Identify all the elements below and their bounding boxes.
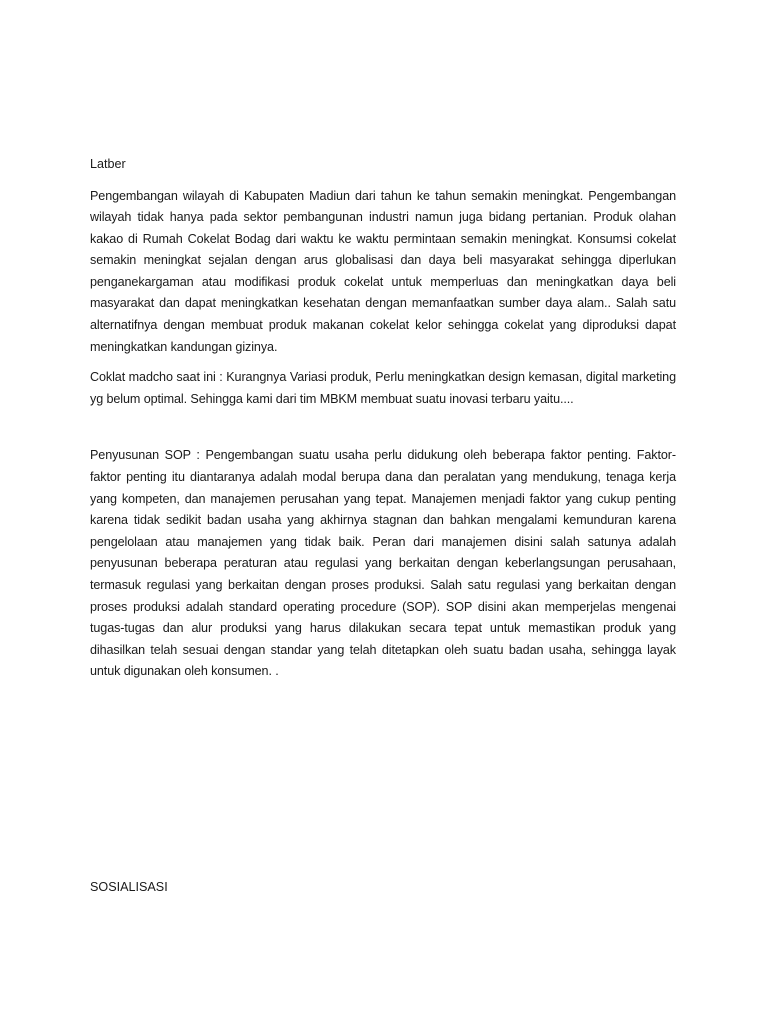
section-heading-latber: Latber (90, 157, 126, 171)
blank-line (90, 419, 676, 445)
paragraph-background: Pengembangan wilayah di Kabupaten Madiun dari tahun ke tahun semakin meningkat. Pengembangan wilayah tidak hanya pada sektor pembangunan industri namun juga bidang pertanian. Produk olahan kakao di Rumah Cokelat Bodag dari waktu ke waktu permintaan semakin meningkat. Konsumsi cokelat semakin meningkat sejalan dengan arus globalisasi dan daya beli masyarakat sehingga diperlukan penganekargaman atau modifikasi produk cokelat untuk memperluas dan meningkatkan daya beli masyarakat dan dapat meningkatkan kesehatan dengan memanfaatkan sumber daya alam.. Salah satu alternatifnya dengan membuat produk makanan cokelat kelor sehingga cokelat yang diproduksi dapat meningkatkan kandungan gizinya. (90, 188, 676, 354)
section-heading-sosialisasi: SOSIALISASI (90, 880, 168, 894)
paragraph-sop: Penyusunan SOP : Pengembangan suatu usaha perlu didukung oleh beberapa faktor penting. Faktor-faktor penting itu diantaranya adalah modal berupa dana dan peralatan yang mendukung, tenaga kerja yang kompeten, dan manajemen perusahan yang tepat. Manajemen menjadi faktor yang cukup penting karena tidak sedikit badan usaha yang akhirnya stagnan dan bahkan mengalami kemunduran karena pengelolaan atau manajemen yang tidak baik. Peran dari manajemen disini salah satunya adalah penyusunan beberapa peraturan atau regulasi yang berkaitan dengan keberlangsungan perusahaan, termasuk regulasi yang berkaitan dengan proses produksi. Salah satu regulasi yang berkaitan dengan proses produksi adalah standard operating procedure (SOP). SOP disini akan memperjelas mengenai tugas-tugas dan alur produksi yang harus dilakukan secara tepat untuk memastikan produk yang dihasilkan telah sesuai dengan standar yang telah ditetapkan oleh suatu badan usaha, sehingga layak untuk digunakan oleh konsumen. . (90, 448, 676, 679)
paragraph-madcho: Coklat madcho saat ini : Kurangnya Variasi produk, Perlu meningkatkan design kemasan, digital marketing yg belum optimal. Sehingga kami dari tim MBKM membuat suatu inovasi terbaru yaitu.... (90, 370, 676, 406)
document-body (90, 154, 676, 692)
